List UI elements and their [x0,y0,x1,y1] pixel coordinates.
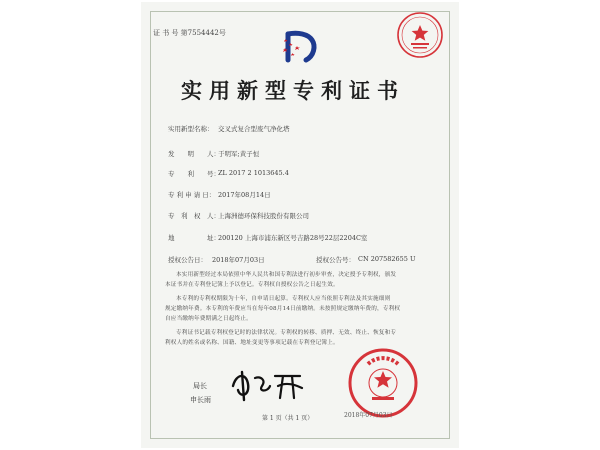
utility-name-value: 交叉式复合型废气净化塔 [218,125,290,133]
director-title: 局长 [193,382,207,390]
paragraph-1-line-1: 本实用新型经过本局依照中华人民共和国专利法进行初步审查，决定授予专利权，颁发 [176,272,397,278]
paragraph-3-line-1: 专利证书记载专利权登记时的法律状况。专利权的转移、质押、无效、终止、恢复和专 [176,330,397,336]
utility-name-label: 实用新型名称： [168,125,214,133]
filing-date-label: 专 利 申 请 日： [168,191,216,199]
grant-date-label: 授权公告日： [168,256,207,264]
address-value: 200120 上海市浦东新区号吉路28号22层2204C室 [218,234,368,242]
patent-number-value: ZL 2017 2 1013645.4 [218,169,289,177]
patentee-label: 专 利 权 人： [168,212,220,220]
certificate-title: 实用新型专利证书 [181,78,405,103]
patentee-value: 上海洲德环保科技股份有限公司 [218,212,309,220]
address-label: 地 址： [168,234,220,242]
grant-number-label: 授权公告号： [316,256,355,264]
inventor-value: 于明军;黄子恒 [218,150,260,158]
grant-date-value: 2018年07月03日 [212,256,265,264]
paragraph-1-line-2: 本证书并在专利登记簿上予以登记。专利权自授权公告之日起生效。 [165,282,339,288]
service-seal-icon [395,10,445,60]
sipo-logo-icon [280,22,326,68]
certificate-number: 证 书 号 第7554442号 [153,29,226,37]
filing-date-value: 2017年08月14日 [218,191,271,199]
paragraph-2-line-3: 自应当缴纳年费期满之日起终止。 [165,316,252,322]
director-signature [228,366,308,406]
director-name-label: 申长雨 [190,396,211,404]
inventor-label: 发 明 人： [168,150,220,158]
paragraph-2-line-1: 本专利的专利权期限为十年，自申请日起算。专利权人应当依照专利法及其实施细则 [176,296,391,302]
official-seal-icon [346,346,420,420]
page-number: 第 1 页（共 1 页） [262,415,314,422]
patent-number-label: 专 利 号： [168,170,220,178]
paragraph-2-line-2: 规定缴纳年费。本专利的年费应当在每年08月14日前缴纳。未按照规定缴纳年费的，专利权 [165,306,401,312]
grant-number-value: CN 207582655 U [358,255,416,263]
paragraph-3-line-2: 利权人的姓名或名称、国籍、地址变更等事项记载在专利登记簿上。 [165,340,339,346]
seal-date: 2018年07月03日 [344,412,393,419]
